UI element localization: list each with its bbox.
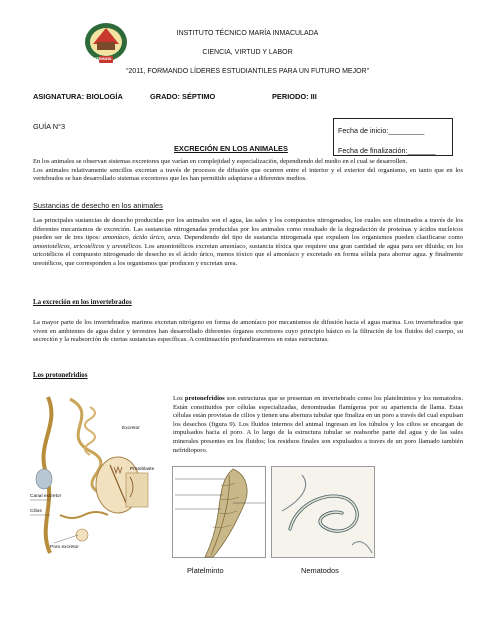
label-cilios: Cilios	[30, 509, 42, 514]
school-motto: CIENCIA, VIRTUD Y LABOR	[202, 49, 293, 56]
protonephridia-diagram	[30, 395, 167, 555]
caption-nematodos: Nematodos	[301, 566, 339, 575]
date-box	[333, 118, 453, 156]
document-title: EXCRECIÓN EN LOS ANIMALES	[174, 144, 288, 153]
label-canal: Canal excretor	[30, 494, 62, 499]
flatworm-image	[172, 466, 266, 558]
invertebrates-paragraph: La mayor parte de los invertebrados marinos excretan nitrógeno en forma de amoníaco por mecanismos de difusión hacia el agua marina. Los invertebrados que viven en ambientes de agua dulce y terrestres han desarrollado diferentes órganos excretores cuyo principio básico es la filtración de los fluidos del cuerpo, su secreción y la reabsorción de ciertas sustancias específicas. A continuación profundizaremos en estas estructuras.	[33, 319, 463, 344]
grade-label: GRADO: SÉPTIMO	[150, 92, 216, 101]
proto-text-b: son estructuras que se presentan en invertebrado como los platelmintos y los nematodos. Están constituidos por células especializadas, denominadas flamígeras por su apariencia de llama. Estas células están provistas de cilios y tienen una abertura tubular que finaliza en un poro a través del cual expulsan los desechos (figura 9). Los fluidos internos del animal ingresan en los túbulos y los cilios se encargan de impulsados hacia el poro. A lo largo de la estructura tubular se reabsorbe parte del agua y de las sales minerales presentes en los fluidos; los residuos finales son expulsados a traves de un poro llamado también nefridioporo.	[173, 395, 463, 454]
waste-text-d: finalmente ureotélicos, que corresponden a los organismos que producen y excretan urea.	[33, 251, 463, 267]
waste-text-a: Las principales sustancias de desecho producidas por los animales son el agua, las sales y los compuestos nitrogenados, los cuales son eliminados a través de los diferentes mecanismos de excreción. Las sustancias nitrogenadas producidas por los animales como resultado de la degradación de proteínas y ácidos nucleicos pueden ser de tres tipos:	[33, 217, 463, 242]
waste-text-y: y	[104, 242, 113, 250]
proto-bold: protonefridios	[184, 395, 225, 402]
section-invertebrates-text	[33, 319, 463, 345]
intro-paragraph-2: Los animales relativamente sencillos excretan a través de procesos de difusión que ocurren entre el interior y el exterior del organismo, en tanto que en los vertebrados se han desarrollado sistemas excretores que les han permitido adaptarse a diferentes medios.	[33, 166, 463, 183]
guide-label: GUÍA N°3	[33, 122, 66, 131]
waste-classes: amoniotélicos, uricotélicos	[33, 242, 105, 250]
waste-bold-y: y	[429, 251, 433, 259]
intro-paragraph-1: En los animales se observan sistemas excretores que varían en complejidad y especialización, dependiendo del medio en el cual se desarrollen.	[33, 158, 408, 165]
proto-text-a: Los	[173, 395, 185, 402]
flatworm-drawing	[173, 467, 267, 559]
section-protonephridia-text	[173, 395, 463, 455]
school-slogan: “2011, FORMANDO LÍDERES ESTUDIANTILES PARA UN FUTURO MEJOR”	[126, 68, 369, 75]
subject-label: ASIGNATURA: BIOLOGÍA	[33, 92, 123, 101]
end-date-field[interactable]: Fecha de finalización:_______	[338, 146, 436, 155]
waste-text-b: . Dependiendo del tipo de sustancia nitrogenada que expulsen los organismos pueden clasificarse como	[179, 234, 463, 242]
protonephridia-paragraph	[173, 395, 463, 455]
section-heading-waste: Sustancias de desecho en los animales	[33, 201, 163, 210]
section-heading-protonephridia: Los protonefridios	[33, 372, 88, 379]
nematode-drawing	[272, 467, 376, 559]
label-flame-cell: Protoblaste	[130, 467, 155, 472]
logo-caption: ITEMAIN	[95, 56, 112, 61]
label-poro: Poro excretor	[50, 545, 79, 550]
school-name: INSTITUTO TÉCNICO MARÍA INMACULADA	[176, 30, 319, 37]
protonephridia-figure	[30, 395, 167, 555]
label-excretor: Excretor	[122, 426, 140, 431]
section-heading-invertebrates: La excreción en los invertebrados	[33, 299, 132, 306]
intro-text	[33, 158, 463, 184]
waste-ureo: ureotélicos	[112, 242, 141, 250]
section-waste-text	[33, 217, 463, 269]
period-label: PERIODO: III	[272, 92, 317, 101]
caption-platelminto: Platelminto	[187, 566, 224, 575]
waste-types: amoníaco, ácido úrico, urea	[102, 234, 180, 242]
waste-paragraph	[33, 217, 463, 269]
start-date-field[interactable]: Fecha de inicio:_________	[338, 126, 425, 135]
nematode-image	[271, 466, 375, 558]
waste-text-c: . Los amoniotélicos excretan amoníaco, sustancia tóxica que requiere una gran cantidad de agua para ser diluida; en los uricotélicos el compuesto nitrogenado de desecho es el ácido úrico, menos tóxico que el amoníaco y excretado en forma sólida para ahorrar agua.	[33, 242, 464, 259]
